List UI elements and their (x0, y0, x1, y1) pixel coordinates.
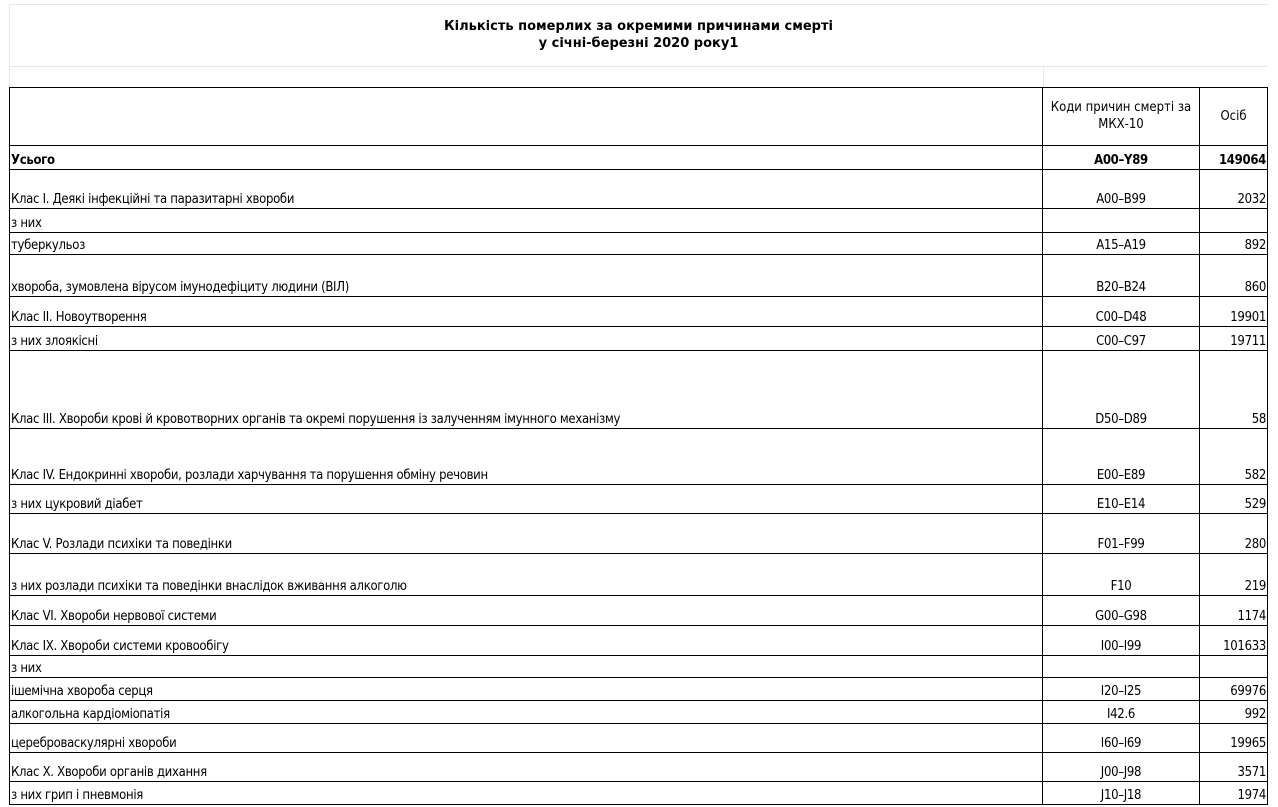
name-cell: Клас V. Розлади психіки та поведінки (10, 514, 1043, 554)
name-cell: алкогольна кардіоміопатія (10, 701, 1043, 724)
table-row (10, 701, 1268, 724)
table-row (10, 724, 1268, 753)
code-cell: A00–B99 (1043, 170, 1200, 209)
name-cell: Усього (10, 146, 1043, 170)
header-code-cell: Коди причин смерті за МКХ-10 (1043, 88, 1200, 146)
value-cell: 280 (1200, 514, 1268, 554)
name-cell: цереброваскулярні хвороби (10, 724, 1043, 753)
table-row (10, 554, 1268, 596)
value-cell: 69976 (1200, 678, 1268, 701)
value-cell (1200, 209, 1268, 233)
name-cell: ішемічна хвороба серця (10, 678, 1043, 701)
value-cell: 58 (1200, 351, 1268, 429)
code-cell: A15–A19 (1043, 233, 1200, 255)
code-cell: G00–G98 (1043, 596, 1200, 626)
code-cell: J00–J98 (1043, 753, 1200, 782)
code-cell: J10–J18 (1043, 782, 1200, 805)
table-row (10, 146, 1268, 170)
name-cell: з них (10, 209, 1043, 233)
name-cell: Клас III. Хвороби крові й кровотворних органів та окремі порушення із залученням імунного механізму (10, 351, 1043, 429)
value-cell: 1974 (1200, 782, 1268, 805)
value-cell: 19711 (1200, 327, 1268, 351)
table-row (10, 782, 1268, 805)
name-cell: з них цукровий діабет (10, 485, 1043, 514)
value-cell: 19901 (1200, 297, 1268, 327)
table-row (10, 351, 1268, 429)
value-cell: 860 (1200, 255, 1268, 297)
code-cell: F10 (1043, 554, 1200, 596)
spacer-divider (1043, 67, 1044, 87)
table-title (9, 4, 1267, 66)
name-cell: туберкульоз (10, 233, 1043, 255)
table-row (10, 170, 1268, 209)
table-row (10, 485, 1268, 514)
value-cell: 149064 (1200, 146, 1268, 170)
table-row (10, 656, 1268, 678)
name-cell: Клас IV. Ендокринні хвороби, розлади харчування та порушення обміну речовин (10, 429, 1043, 485)
value-cell: 101633 (1200, 626, 1268, 656)
value-cell: 582 (1200, 429, 1268, 485)
table-row (10, 297, 1268, 327)
value-cell: 219 (1200, 554, 1268, 596)
name-cell: Клас II. Новоутворення (10, 297, 1043, 327)
table-row (10, 626, 1268, 656)
code-cell: I60–I69 (1043, 724, 1200, 753)
code-cell: B20–B24 (1043, 255, 1200, 297)
name-cell: Клас VI. Хвороби нервової системи (10, 596, 1043, 626)
table-row (10, 753, 1268, 782)
value-cell: 3571 (1200, 753, 1268, 782)
code-cell: C00–C97 (1043, 327, 1200, 351)
name-cell: з них грип і пневмонія (10, 782, 1043, 805)
value-cell: 892 (1200, 233, 1268, 255)
header-row (10, 88, 1268, 146)
table-row (10, 678, 1268, 701)
table-row (10, 514, 1268, 554)
title-line-1: Кількість померлих за окремими причинами смерті (444, 19, 833, 34)
code-cell: C00–D48 (1043, 297, 1200, 327)
code-cell: E00–E89 (1043, 429, 1200, 485)
table-row (10, 429, 1268, 485)
header-value-cell: Осіб (1200, 88, 1268, 146)
table-row (10, 327, 1268, 351)
name-cell: з них злоякісні (10, 327, 1043, 351)
name-cell: хвороба, зумовлена вірусом імунодефіциту людини (ВІЛ) (10, 255, 1043, 297)
code-cell: I42.6 (1043, 701, 1200, 724)
name-cell: з них (10, 656, 1043, 678)
title-line-2: у січні-березні 2020 року1 (538, 36, 739, 51)
value-cell: 2032 (1200, 170, 1268, 209)
value-cell: 529 (1200, 485, 1268, 514)
causes-of-death-table (9, 87, 1268, 805)
name-cell: Клас I. Деякі інфекційні та паразитарні хвороби (10, 170, 1043, 209)
code-cell (1043, 209, 1200, 233)
value-cell: 1174 (1200, 596, 1268, 626)
code-cell (1043, 656, 1200, 678)
code-cell: A00–Y89 (1043, 146, 1200, 170)
name-cell: з них розлади психіки та поведінки внаслідок вживання алкоголю (10, 554, 1043, 596)
table-row (10, 255, 1268, 297)
value-cell: 992 (1200, 701, 1268, 724)
code-cell: D50–D89 (1043, 351, 1200, 429)
value-cell (1200, 656, 1268, 678)
spacer-row (9, 66, 1267, 87)
name-cell: Клас X. Хвороби органів дихання (10, 753, 1043, 782)
code-cell: F01–F99 (1043, 514, 1200, 554)
header-name-cell (10, 88, 1043, 146)
value-cell: 19965 (1200, 724, 1268, 753)
table-row (10, 596, 1268, 626)
code-cell: I20–I25 (1043, 678, 1200, 701)
table-row (10, 209, 1268, 233)
table-row (10, 233, 1268, 255)
code-cell: I00–I99 (1043, 626, 1200, 656)
name-cell: Клас IX. Хвороби системи кровообігу (10, 626, 1043, 656)
code-cell: E10–E14 (1043, 485, 1200, 514)
